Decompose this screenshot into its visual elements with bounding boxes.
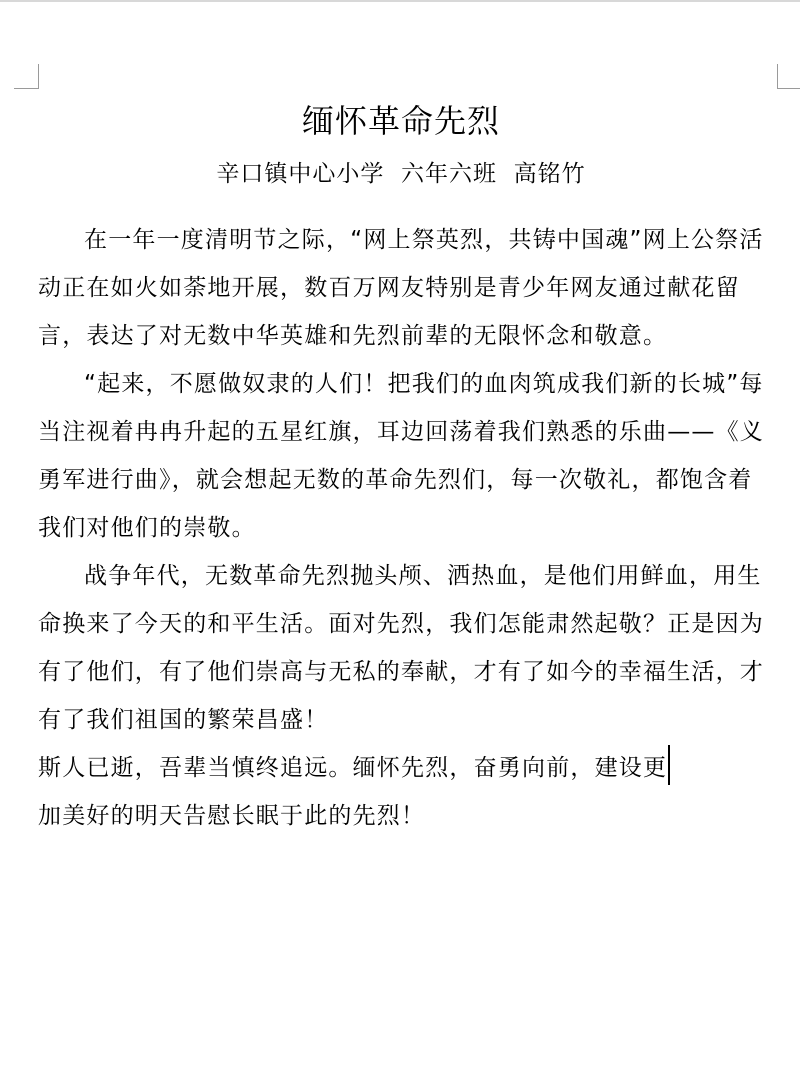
document-byline: 辛口镇中心小学 六年六班 高铭竹	[216, 161, 586, 187]
paragraph-5: 加美好的明天告慰长眠于此的先烈！	[38, 803, 426, 829]
page-margin-corner-top-left	[14, 64, 39, 89]
paragraph-2: “起来，不愿做奴隶的人们！把我们的血肉筑成我们新的长城”每当注视着冉冉升起的五星红旗，耳边回荡着我们熟悉的乐曲——《义勇军进行曲》，就会想起无数的革命先烈们，每一次敬礼，都饱含着我们对他们的崇敬。	[38, 371, 764, 541]
paragraph-4	[38, 744, 764, 792]
document-page[interactable]	[38, 96, 764, 840]
page-margin-corner-top-right	[777, 64, 800, 89]
document-body[interactable]	[38, 216, 764, 840]
text-cursor	[668, 745, 670, 785]
paragraph-1: 在一年一度清明节之际，“网上祭英烈，共铸中国魂”网上公祭活动正在如火如荼地开展，数百万网友特别是青少年网友通过献花留言，表达了对无数中华英雄和先烈前辈的无限怀念和敬意。	[38, 227, 764, 349]
paragraph-3: 战争年代，无数革命先烈抛头颅、洒热血，是他们用鲜血，用生命换来了今天的和平生活。面对先烈，我们怎能肃然起敬？正是因为有了他们，有了他们崇高与无私的奉献，才有了如今的幸福生活，才有了我们祖国的繁荣昌盛！	[38, 563, 764, 733]
document-title: 缅怀革命先烈	[301, 102, 500, 140]
page-top-edge	[0, 0, 800, 2]
paragraph-4-text: 斯人已逝，吾辈当慎终追远。缅怀先烈，奋勇向前，建设更	[38, 755, 668, 781]
